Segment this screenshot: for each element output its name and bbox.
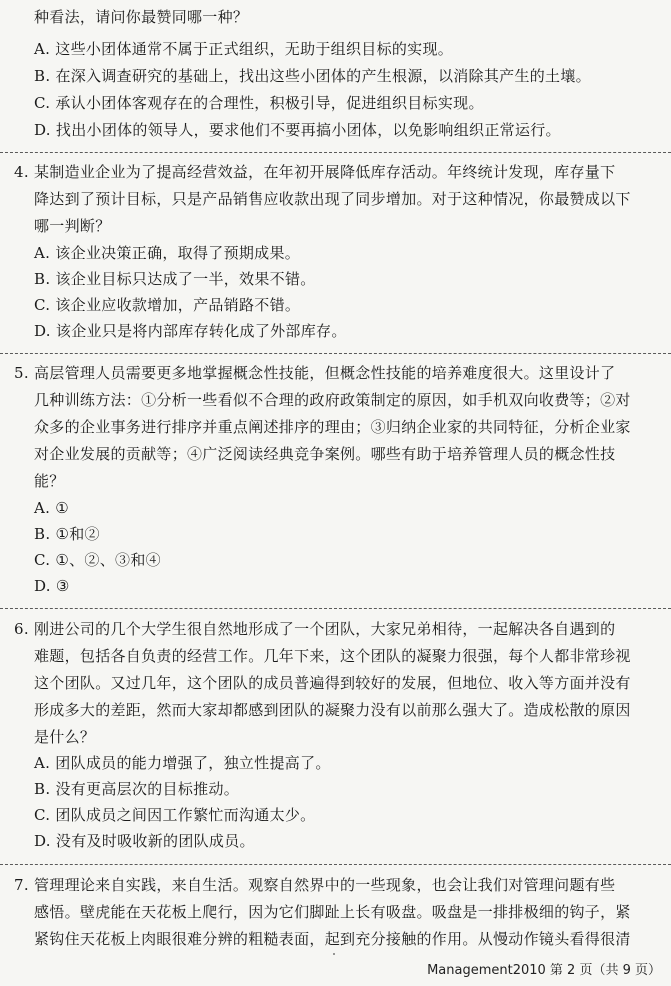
- q6-line-1: 6. 刚进公司的几个大学生很自然地形成了一个团队，大家兄弟相待，一起解决各自遇到的: [14, 620, 616, 638]
- q3-option-b: B. 在深入调查研究的基础上，找出这些小团体的产生根源，以消除其产生的土壤。: [34, 67, 591, 85]
- q6-line-4: 形成多大的差距，然而大家却都感到团队的凝聚力没有以前那么强大了。造成松散的原因: [34, 701, 631, 719]
- q4-line-2: 降达到了预计目标，只是产品销售应收款出现了同步增加。对于这种情况，你最赞成以下: [34, 190, 631, 208]
- question-divider: [0, 608, 671, 610]
- q4-option-b: B. 该企业目标只达成了一半，效果不错。: [34, 270, 316, 288]
- q7-line-1: 7. 管理理论来自实践，来自生活。观察自然界中的一些现象，也会让我们对管理问题有些: [14, 876, 616, 894]
- q3-option-c: C. 承认小团体客观存在的合理性，积极引导，促进组织目标实现。: [34, 94, 484, 112]
- q5-option-b: B. ①和②: [34, 525, 100, 543]
- q5-line-3: 众多的企业事务进行排序并重点阐述排序的理由；③归纳企业家的共同特征，分析企业家: [34, 418, 631, 436]
- q6-option-b: B. 没有更高层次的目标推动。: [34, 780, 240, 798]
- q6-line-2: 难题，包括各自负责的经营工作。几年下来，这个团队的凝聚力很强，每个人都非常珍视: [34, 647, 631, 665]
- q5-option-a: A. ①: [34, 499, 70, 517]
- q5-line-4: 对企业发展的贡献等；④广泛阅读经典竞争案例。哪些有助于培养管理人员的概念性技: [34, 445, 616, 463]
- q3-stem-tail: 种看法，请问你最赞同哪一种？: [34, 8, 249, 26]
- page-footer: Management2010 第 2 页（共 9 页）: [427, 963, 661, 978]
- question-divider: [0, 864, 671, 866]
- q4-line-1: 4. 某制造业企业为了提高经营效益，在年初开展降低库存活动。年终统计发现，库存量下: [14, 163, 616, 181]
- question-divider: [0, 152, 671, 154]
- q5-option-d: D. ③: [34, 577, 70, 595]
- q4-line-3: 哪一判断？: [34, 217, 111, 235]
- q5-option-c: C. ①、②、③和④: [34, 551, 161, 569]
- question-divider: [0, 353, 671, 355]
- q4-option-d: D. 该企业只是将内部库存转化成了外部库存。: [34, 322, 347, 340]
- q6-line-3: 这个团队。又过几年，这个团队的成员普遍得到较好的发展，但地位、收入等方面并没有: [34, 674, 631, 692]
- q6-option-d: D. 没有及时吸收新的团队成员。: [34, 832, 255, 850]
- q6-option-c: C. 团队成员之间因工作繁忙而沟通太少。: [34, 806, 316, 824]
- q5-line-1: 5. 高层管理人员需要更多地掌握概念性技能，但概念性技能的培养难度很大。这里设计了: [14, 364, 616, 382]
- q3-option-d: D. 找出小团体的领导人，要求他们不要再搞小团体，以免影响组织正常运行。: [34, 121, 561, 139]
- q6-option-a: A. 团队成员的能力增强了，独立性提高了。: [34, 754, 331, 772]
- q7-line-3: 紧钩住天花板上肉眼很难分辨的粗糙表面，起到充分接触的作用。从慢动作镜头看得很清: [34, 930, 631, 948]
- q5-line-5: 能？: [34, 472, 65, 490]
- q4-option-a: A. 该企业决策正确，取得了预期成果。: [34, 244, 301, 262]
- q3-option-a: A. 这些小团体通常不属于正式组织，无助于组织目标的实现。: [34, 40, 454, 58]
- q6-line-5: 是什么？: [34, 728, 96, 746]
- q7-line-2: 感悟。壁虎能在天花板上爬行，因为它们脚趾上长有吸盘。吸盘是一排排极细的钩子，紧: [34, 903, 631, 921]
- scan-speck: [333, 953, 335, 955]
- q4-option-c: C. 该企业应收款增加，产品销路不错。: [34, 296, 301, 314]
- q5-line-2: 几种训练方法：①分析一些看似不合理的政府政策制定的原因，如手机双向收费等；②对: [34, 391, 631, 409]
